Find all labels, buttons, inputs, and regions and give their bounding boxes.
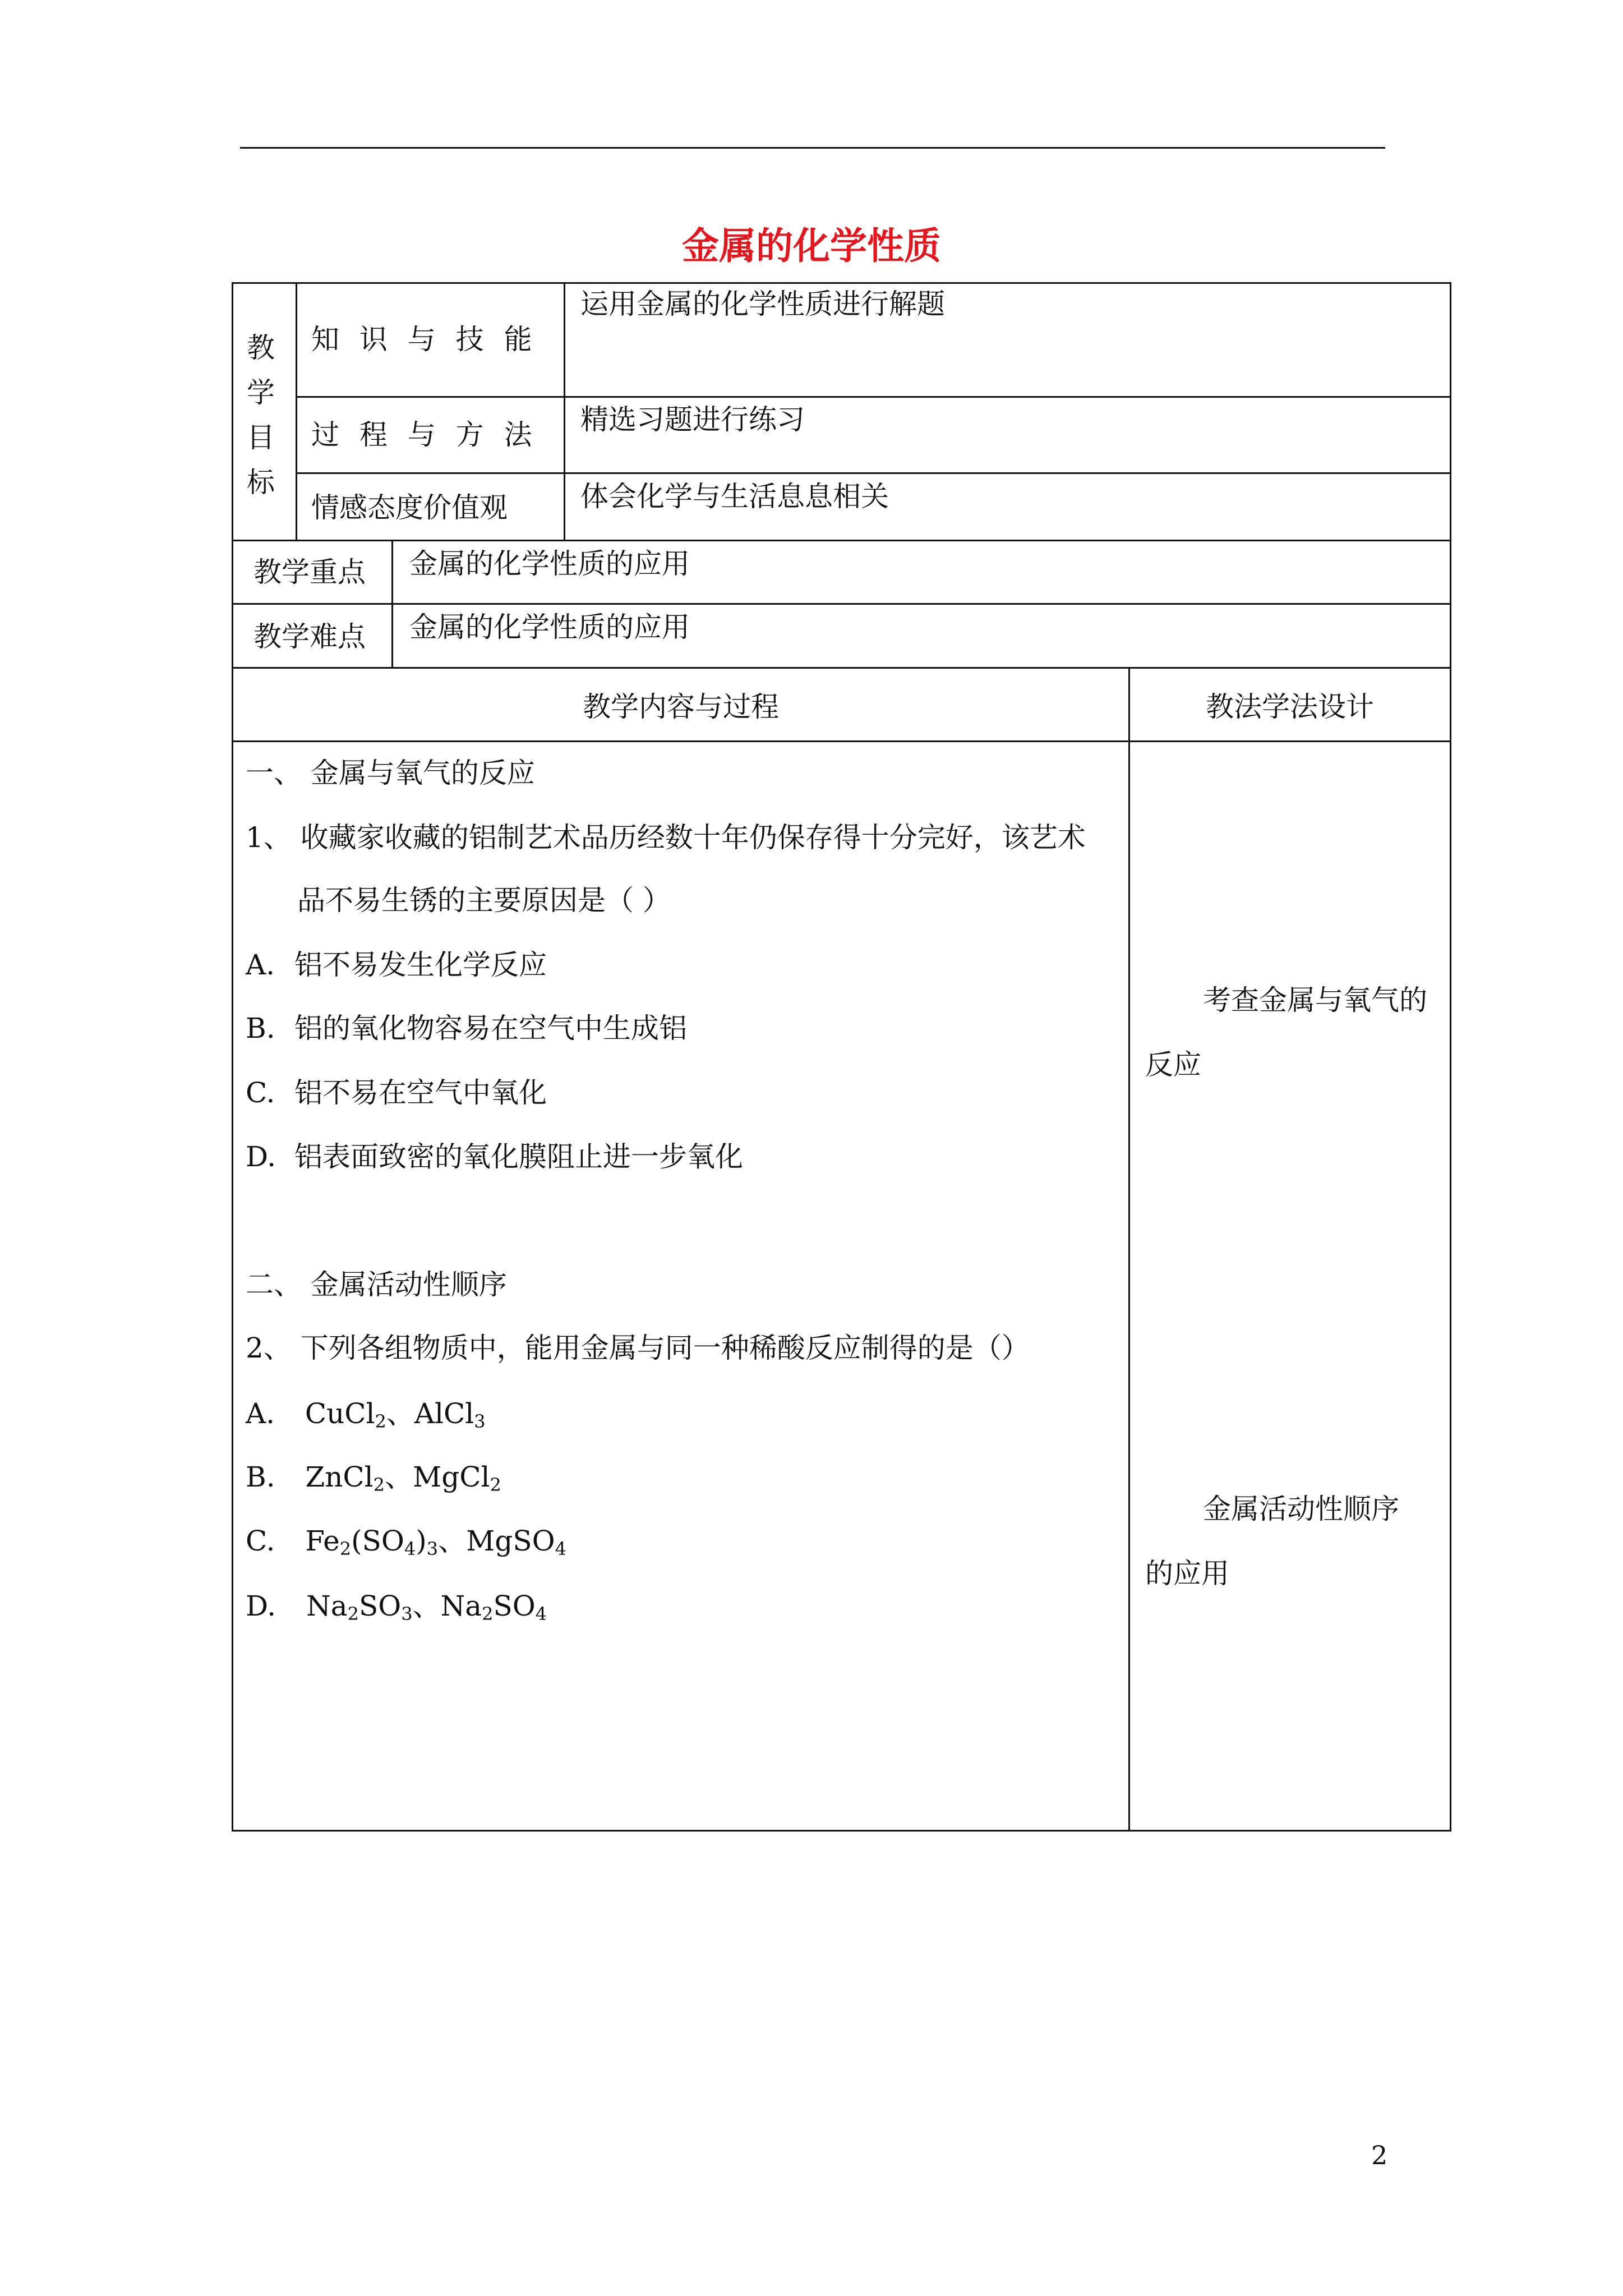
question-1-line-2: 品不易生锈的主要原因是（ ） bbox=[297, 884, 671, 917]
objective-value-knowledge: 运用金属的化学性质进行解题 bbox=[580, 288, 945, 320]
question-1-option-a-text: 铝不易发生化学反应 bbox=[294, 949, 547, 981]
objectives-group-label: 教 学 目 标 bbox=[247, 332, 275, 499]
question-1-line-1: 1、 收藏家收藏的铝制艺术品历经数十年仍保存得十分完好，该艺术 bbox=[246, 821, 1086, 854]
method-note-2-line-2: 的应用 bbox=[1145, 1557, 1229, 1590]
formula: $Na_2SO_3$、$Na_2SO_4$ bbox=[306, 1590, 547, 1625]
objective-value-attitude: 体会化学与生活息息相关 bbox=[580, 480, 889, 513]
method-note-1-line-1: 考查金属与氧气的 bbox=[1203, 984, 1427, 1016]
column-header-content: 教学内容与过程 bbox=[583, 691, 779, 723]
column-header-method: 教法学法设计 bbox=[1206, 691, 1374, 723]
page-title: 金属的化学性质 bbox=[682, 224, 941, 268]
option-letter: B. bbox=[246, 1461, 275, 1493]
objective-label-process: 过 程 与 方 法 bbox=[311, 418, 538, 451]
question-2-option-a bbox=[246, 1397, 486, 1430]
question-1-option-c-text: 铝不易在空气中氧化 bbox=[294, 1076, 547, 1109]
option-letter: D. bbox=[246, 1590, 276, 1622]
difficulty-label: 教学难点 bbox=[253, 620, 366, 653]
question-1-option-a-letter: A. bbox=[246, 949, 275, 981]
option-letter: A. bbox=[246, 1397, 275, 1430]
section-heading-1: 一、 金属与氧气的反应 bbox=[246, 757, 535, 789]
objective-label-knowledge: 知 识 与 技 能 bbox=[311, 323, 538, 356]
objective-value-process: 精选习题进行练习 bbox=[580, 403, 805, 436]
question-2-option-c bbox=[246, 1524, 566, 1558]
page-number: 2 bbox=[1371, 2140, 1388, 2170]
question-1-option-b-letter: B. bbox=[246, 1012, 275, 1045]
formula: CuCl$_2$、AlCl$_3$ bbox=[305, 1397, 486, 1432]
header-rule bbox=[240, 147, 1385, 149]
section-heading-2: 二、 金属活动性顺序 bbox=[246, 1268, 507, 1301]
method-note-1-line-2: 反应 bbox=[1145, 1048, 1201, 1081]
question-1-option-c-letter: C. bbox=[246, 1076, 275, 1109]
key-point-value: 金属的化学性质的应用 bbox=[409, 547, 690, 580]
key-point-label: 教学重点 bbox=[253, 556, 366, 588]
question-1-option-d-text: 铝表面致密的氧化膜阻止进一步氧化 bbox=[294, 1140, 743, 1173]
question-2: 2、 下列各组物质中，能用金属与同一种稀酸反应制得的是（） bbox=[246, 1332, 1030, 1364]
option-letter: C. bbox=[246, 1525, 275, 1557]
objective-label-attitude: 情感态度价值观 bbox=[311, 491, 508, 524]
method-note-2-line-1: 金属活动性顺序 bbox=[1203, 1493, 1399, 1525]
question-2-option-d bbox=[246, 1589, 547, 1623]
question-1-option-b-text: 铝的氧化物容易在空气中生成铝 bbox=[294, 1012, 687, 1045]
question-2-option-b bbox=[246, 1460, 501, 1494]
question-1-option-d-letter: D. bbox=[246, 1140, 276, 1173]
formula: ZnCl$_2$、MgCl$_2$ bbox=[305, 1461, 501, 1496]
difficulty-value: 金属的化学性质的应用 bbox=[409, 611, 690, 643]
formula: $Fe_2(SO_4)_3$、MgSO$_4$ bbox=[305, 1525, 566, 1559]
